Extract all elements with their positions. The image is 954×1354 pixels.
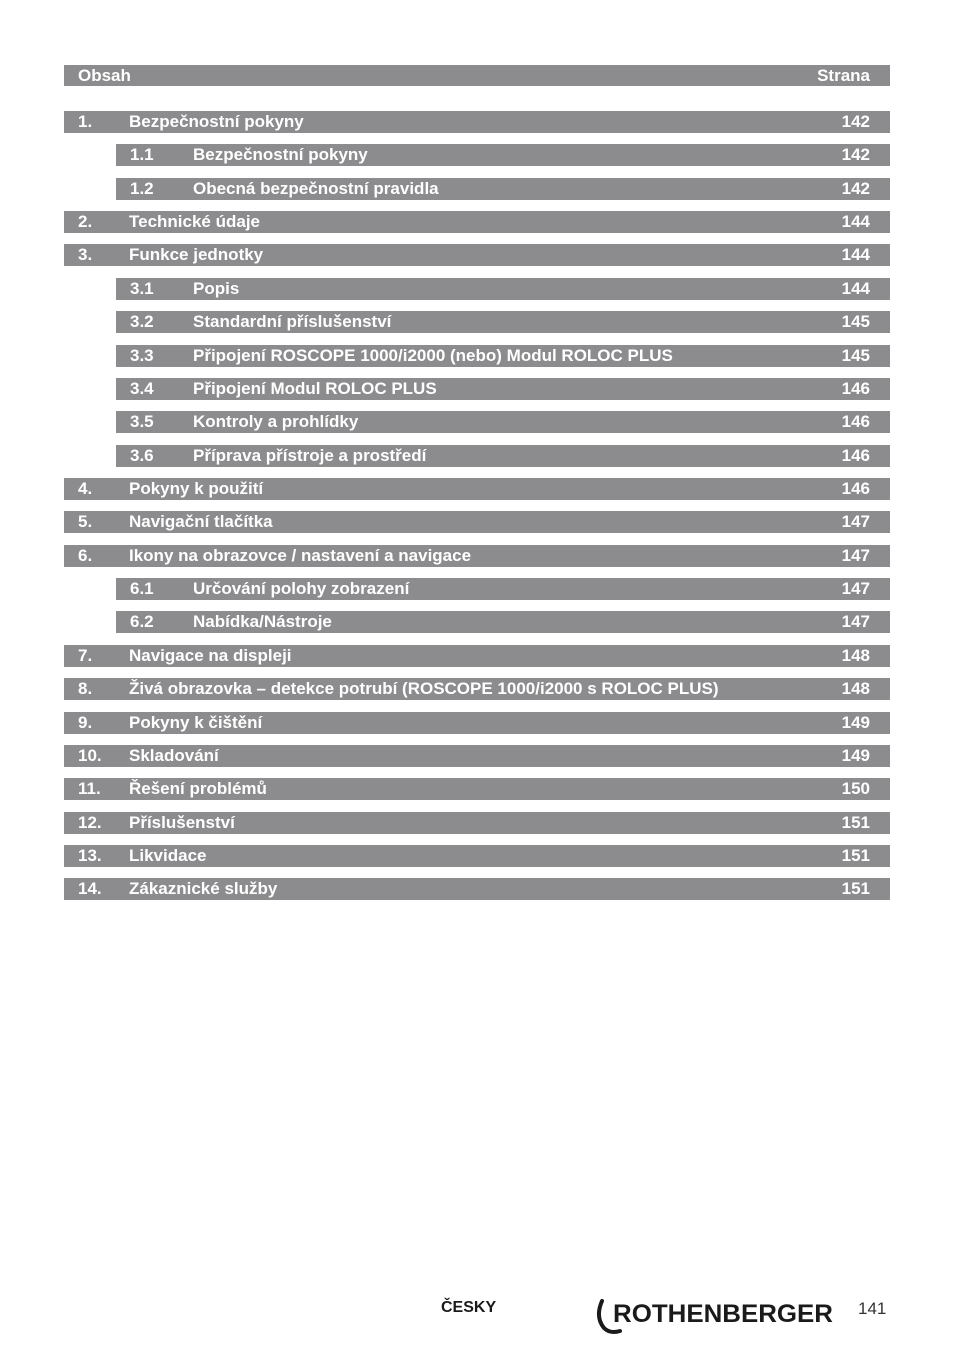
toc-entry-page: 148 xyxy=(841,679,870,698)
toc-entry-page: 151 xyxy=(841,813,870,832)
toc-entry-number: 3.4 xyxy=(130,379,154,398)
toc-entry-page: 144 xyxy=(841,212,870,231)
toc-entry[interactable] xyxy=(64,678,890,700)
toc-entry-title: Standardní příslušenství xyxy=(193,312,392,331)
toc-entry-number: 6.1 xyxy=(130,579,154,598)
toc-entry-number: 3.2 xyxy=(130,312,154,331)
toc-entry-page: 149 xyxy=(841,713,870,732)
toc-header-title: Obsah xyxy=(78,66,131,85)
toc-entry-title: Technické údaje xyxy=(129,212,261,231)
toc-entry[interactable] xyxy=(116,411,890,433)
toc-entry-title: Pokyny k čištění xyxy=(129,713,263,732)
toc-entry-title: Bezpečnostní pokyny xyxy=(129,112,304,131)
toc-entry-title: Pokyny k použití xyxy=(129,479,264,498)
toc-entry-number: 14. xyxy=(78,879,102,898)
toc-entry-number: 3.6 xyxy=(130,446,154,465)
rothenberger-logo xyxy=(594,1297,836,1335)
toc-entry-page: 142 xyxy=(841,179,870,198)
toc-entry[interactable] xyxy=(64,511,890,533)
toc-entry-title: Určování polohy zobrazení xyxy=(193,579,410,598)
toc-entry-title: Popis xyxy=(193,279,240,298)
toc-entry-page: 146 xyxy=(841,446,870,465)
toc-entry-title: Nabídka/Nástroje xyxy=(193,612,332,631)
toc-entry-number: 2. xyxy=(78,212,93,231)
toc-entry-page: 144 xyxy=(841,245,870,264)
toc-entry-number: 3.1 xyxy=(130,279,154,298)
toc-entry[interactable] xyxy=(64,211,890,233)
toc-entry[interactable] xyxy=(64,812,890,834)
toc-entry-page: 142 xyxy=(841,145,870,164)
toc-entry-page: 147 xyxy=(841,512,870,531)
svg-text:ROTHENBERGER: ROTHENBERGER xyxy=(613,1300,833,1328)
toc-entry[interactable] xyxy=(116,178,890,200)
toc-header-page-label: Strana xyxy=(817,66,870,85)
toc-entry-title: Funkce jednotky xyxy=(129,245,264,264)
toc-entry[interactable] xyxy=(64,712,890,734)
toc-entry-page: 147 xyxy=(841,612,870,631)
toc-entry-number: 4. xyxy=(78,479,93,498)
toc-entry-page: 149 xyxy=(841,746,870,765)
toc-entry-page: 150 xyxy=(841,779,870,798)
toc-entry-page: 147 xyxy=(841,546,870,565)
toc-entry-page: 151 xyxy=(841,879,870,898)
toc-entry-title: Kontroly a prohlídky xyxy=(193,412,359,431)
toc-header xyxy=(64,65,890,86)
toc-entry-title: Skladování xyxy=(129,746,219,765)
toc-entry[interactable] xyxy=(116,378,890,400)
toc-entry-page: 146 xyxy=(841,479,870,498)
toc-entry-number: 11. xyxy=(78,779,101,798)
toc-entry-number: 3. xyxy=(78,245,93,264)
page-number: 141 xyxy=(858,1299,887,1318)
toc-entry-page: 147 xyxy=(841,579,870,598)
toc-entry[interactable] xyxy=(116,611,890,633)
toc-entry-page: 145 xyxy=(841,312,870,331)
toc-entry[interactable] xyxy=(64,878,890,900)
toc-entry-number: 3.5 xyxy=(130,412,154,431)
toc-entry-number: 6.2 xyxy=(130,612,154,631)
toc-entry[interactable] xyxy=(64,745,890,767)
toc-entry[interactable] xyxy=(64,111,890,133)
toc-entry-title: Živá obrazovka – detekce potrubí (ROSCOPE 1000/i2000 s ROLOC PLUS) xyxy=(129,679,719,698)
toc-entry-number: 10. xyxy=(78,746,102,765)
toc-entry[interactable] xyxy=(116,345,890,367)
toc-entry[interactable] xyxy=(64,778,890,800)
toc-entry-number: 3.3 xyxy=(130,346,154,365)
toc-entry-number: 9. xyxy=(78,713,93,732)
toc-entry-title: Navigační tlačítka xyxy=(129,512,273,531)
toc-entry[interactable] xyxy=(116,578,890,600)
toc-entry-title: Obecná bezpečnostní pravidla xyxy=(193,179,439,198)
toc-entry[interactable] xyxy=(116,144,890,166)
footer-language: ČESKY xyxy=(441,1299,497,1316)
toc-entry[interactable] xyxy=(116,445,890,467)
toc-entry-page: 146 xyxy=(841,412,870,431)
toc-entry-title: Zákaznické služby xyxy=(129,879,278,898)
toc-entry-title: Příprava přístroje a prostředí xyxy=(193,446,427,465)
toc-entry-title: Připojení Modul ROLOC PLUS xyxy=(193,379,437,398)
toc-entry-title: Příslušenství xyxy=(129,813,235,832)
toc-entry-page: 146 xyxy=(841,379,870,398)
toc-entry-number: 7. xyxy=(78,646,93,665)
toc-entry-number: 5. xyxy=(78,512,93,531)
toc-entry-page: 148 xyxy=(841,646,870,665)
toc-entry-title: Připojení ROSCOPE 1000/i2000 (nebo) Modul ROLOC PLUS xyxy=(193,346,673,365)
toc-entry-title: Navigace na displeji xyxy=(129,646,292,665)
toc-entry-title: Bezpečnostní pokyny xyxy=(193,145,368,164)
toc-entry[interactable] xyxy=(64,478,890,500)
toc-entry-page: 145 xyxy=(841,346,870,365)
toc-entry-number: 13. xyxy=(78,846,102,865)
toc-entry[interactable] xyxy=(64,244,890,266)
toc-entry-number: 1.1 xyxy=(130,145,154,164)
toc-entry-number: 1. xyxy=(78,112,93,131)
toc-entry-number: 6. xyxy=(78,546,93,565)
toc-entry-number: 8. xyxy=(78,679,93,698)
toc-entry[interactable] xyxy=(64,545,890,567)
toc-entry-number: 1.2 xyxy=(130,179,154,198)
toc-entry-number: 12. xyxy=(78,813,102,832)
toc-entry-page: 142 xyxy=(841,112,870,131)
toc-entry[interactable] xyxy=(116,278,890,300)
toc-entry-page: 144 xyxy=(841,279,870,298)
toc-entry-title: Likvidace xyxy=(129,846,207,865)
toc-entry[interactable] xyxy=(64,845,890,867)
toc-entry-title: Ikony na obrazovce / nastavení a navigace xyxy=(129,546,472,565)
toc-entry-page: 151 xyxy=(841,846,870,865)
toc-entry-title: Řešení problémů xyxy=(129,779,267,798)
toc-entry[interactable] xyxy=(116,311,890,333)
toc-entry[interactable] xyxy=(64,645,890,667)
